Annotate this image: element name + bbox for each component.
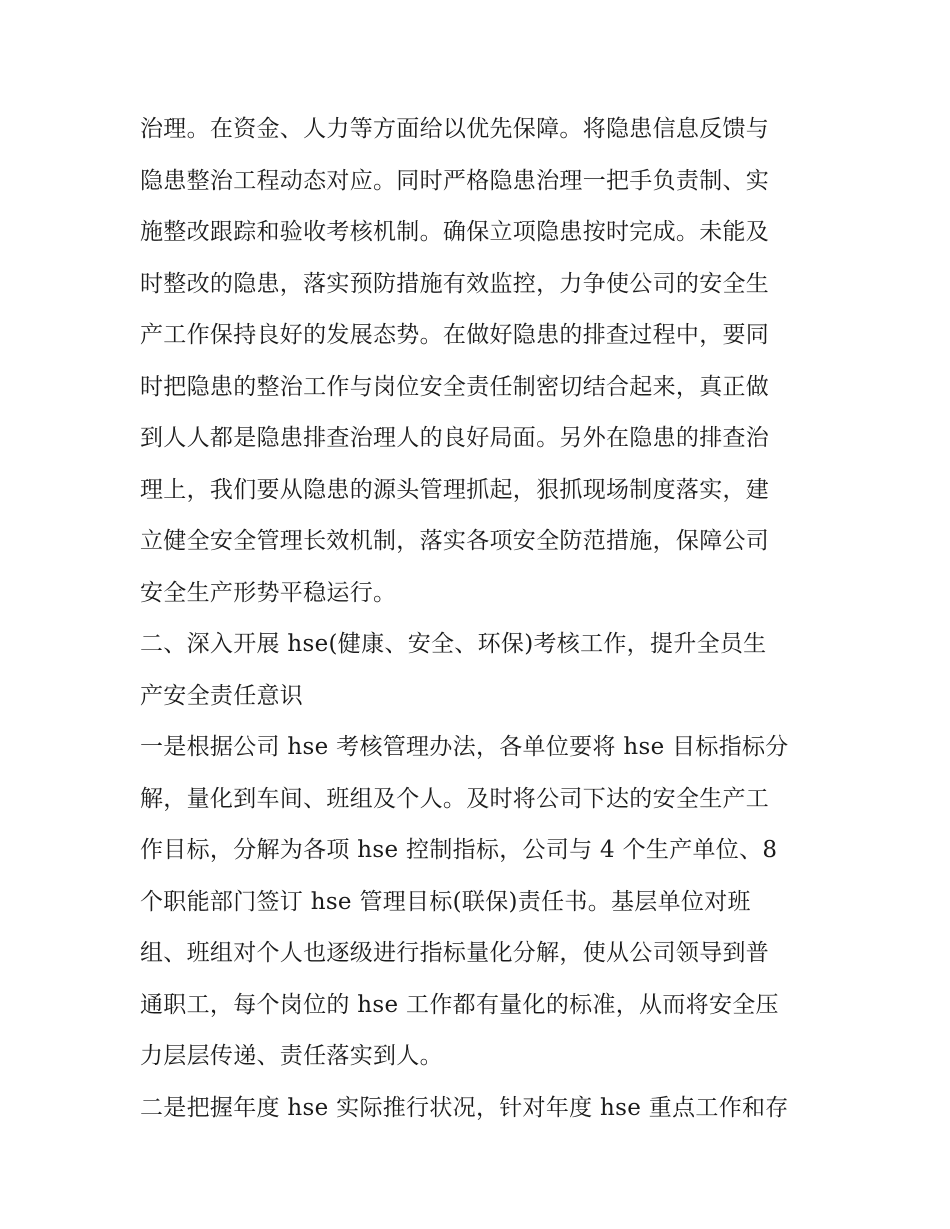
text-line: 组、班组对个人也逐级进行指标量化分解，使从公司领导到普 [140, 940, 770, 966]
section-heading-line: 产安全责任意识 [140, 682, 304, 709]
text-line: 安全生产形势平稳运行。 [140, 579, 397, 606]
text-line: 施整改跟踪和验收考核机制。确保立项隐患按时完成。未能及 [140, 219, 770, 245]
text-line: 理上，我们要从隐患的源头管理抓起，狠抓现场制度落实，建 [140, 476, 770, 503]
text-line: 作目标，分解为各项 hse 控制指标，公司与 4 个生产单位、8 [140, 837, 778, 863]
section-heading-line: 二、深入开展 hse(健康、安全、环保)考核工作，提升全员生 [140, 631, 767, 657]
text-line: 产工作保持良好的发展态势。在做好隐患的排查过程中，要同 [140, 322, 770, 348]
text-line: 治理。在资金、人力等方面给以优先保障。将隐患信息反馈与 [140, 116, 770, 142]
text-line: 时整改的隐患，落实预防措施有效监控，力争使公司的安全生 [140, 270, 770, 297]
text-line: 一是根据公司 hse 考核管理办法，各单位要将 hse 目标指标分 [140, 734, 789, 760]
text-line: 通职工，每个岗位的 hse 工作都有量化的标准，从而将安全压 [140, 991, 779, 1018]
text-line: 到人人都是隐患排查治理人的良好局面。另外在隐患的排查治 [140, 425, 770, 451]
text-line: 解，量化到车间、班组及个人。及时将公司下达的安全生产工 [140, 785, 770, 812]
text-line: 时把隐患的整治工作与岗位安全责任制密切结合起来，真正做 [140, 373, 770, 400]
text-line: 立健全安全管理长效机制，落实各项安全防范措施，保障公司 [140, 528, 770, 554]
text-line: 二是把握年度 hse 实际推行状况，针对年度 hse 重点工作和存 [140, 1094, 789, 1121]
text-line: 力层层传递、责任落实到人。 [140, 1043, 443, 1069]
body-text [140, 104, 815, 1134]
text-line: 隐患整治工程动态对应。同时严格隐患治理一把手负责制、实 [140, 167, 770, 194]
text-line: 个职能部门签订 hse 管理目标(联保)责任书。基层单位对班 [140, 888, 751, 915]
